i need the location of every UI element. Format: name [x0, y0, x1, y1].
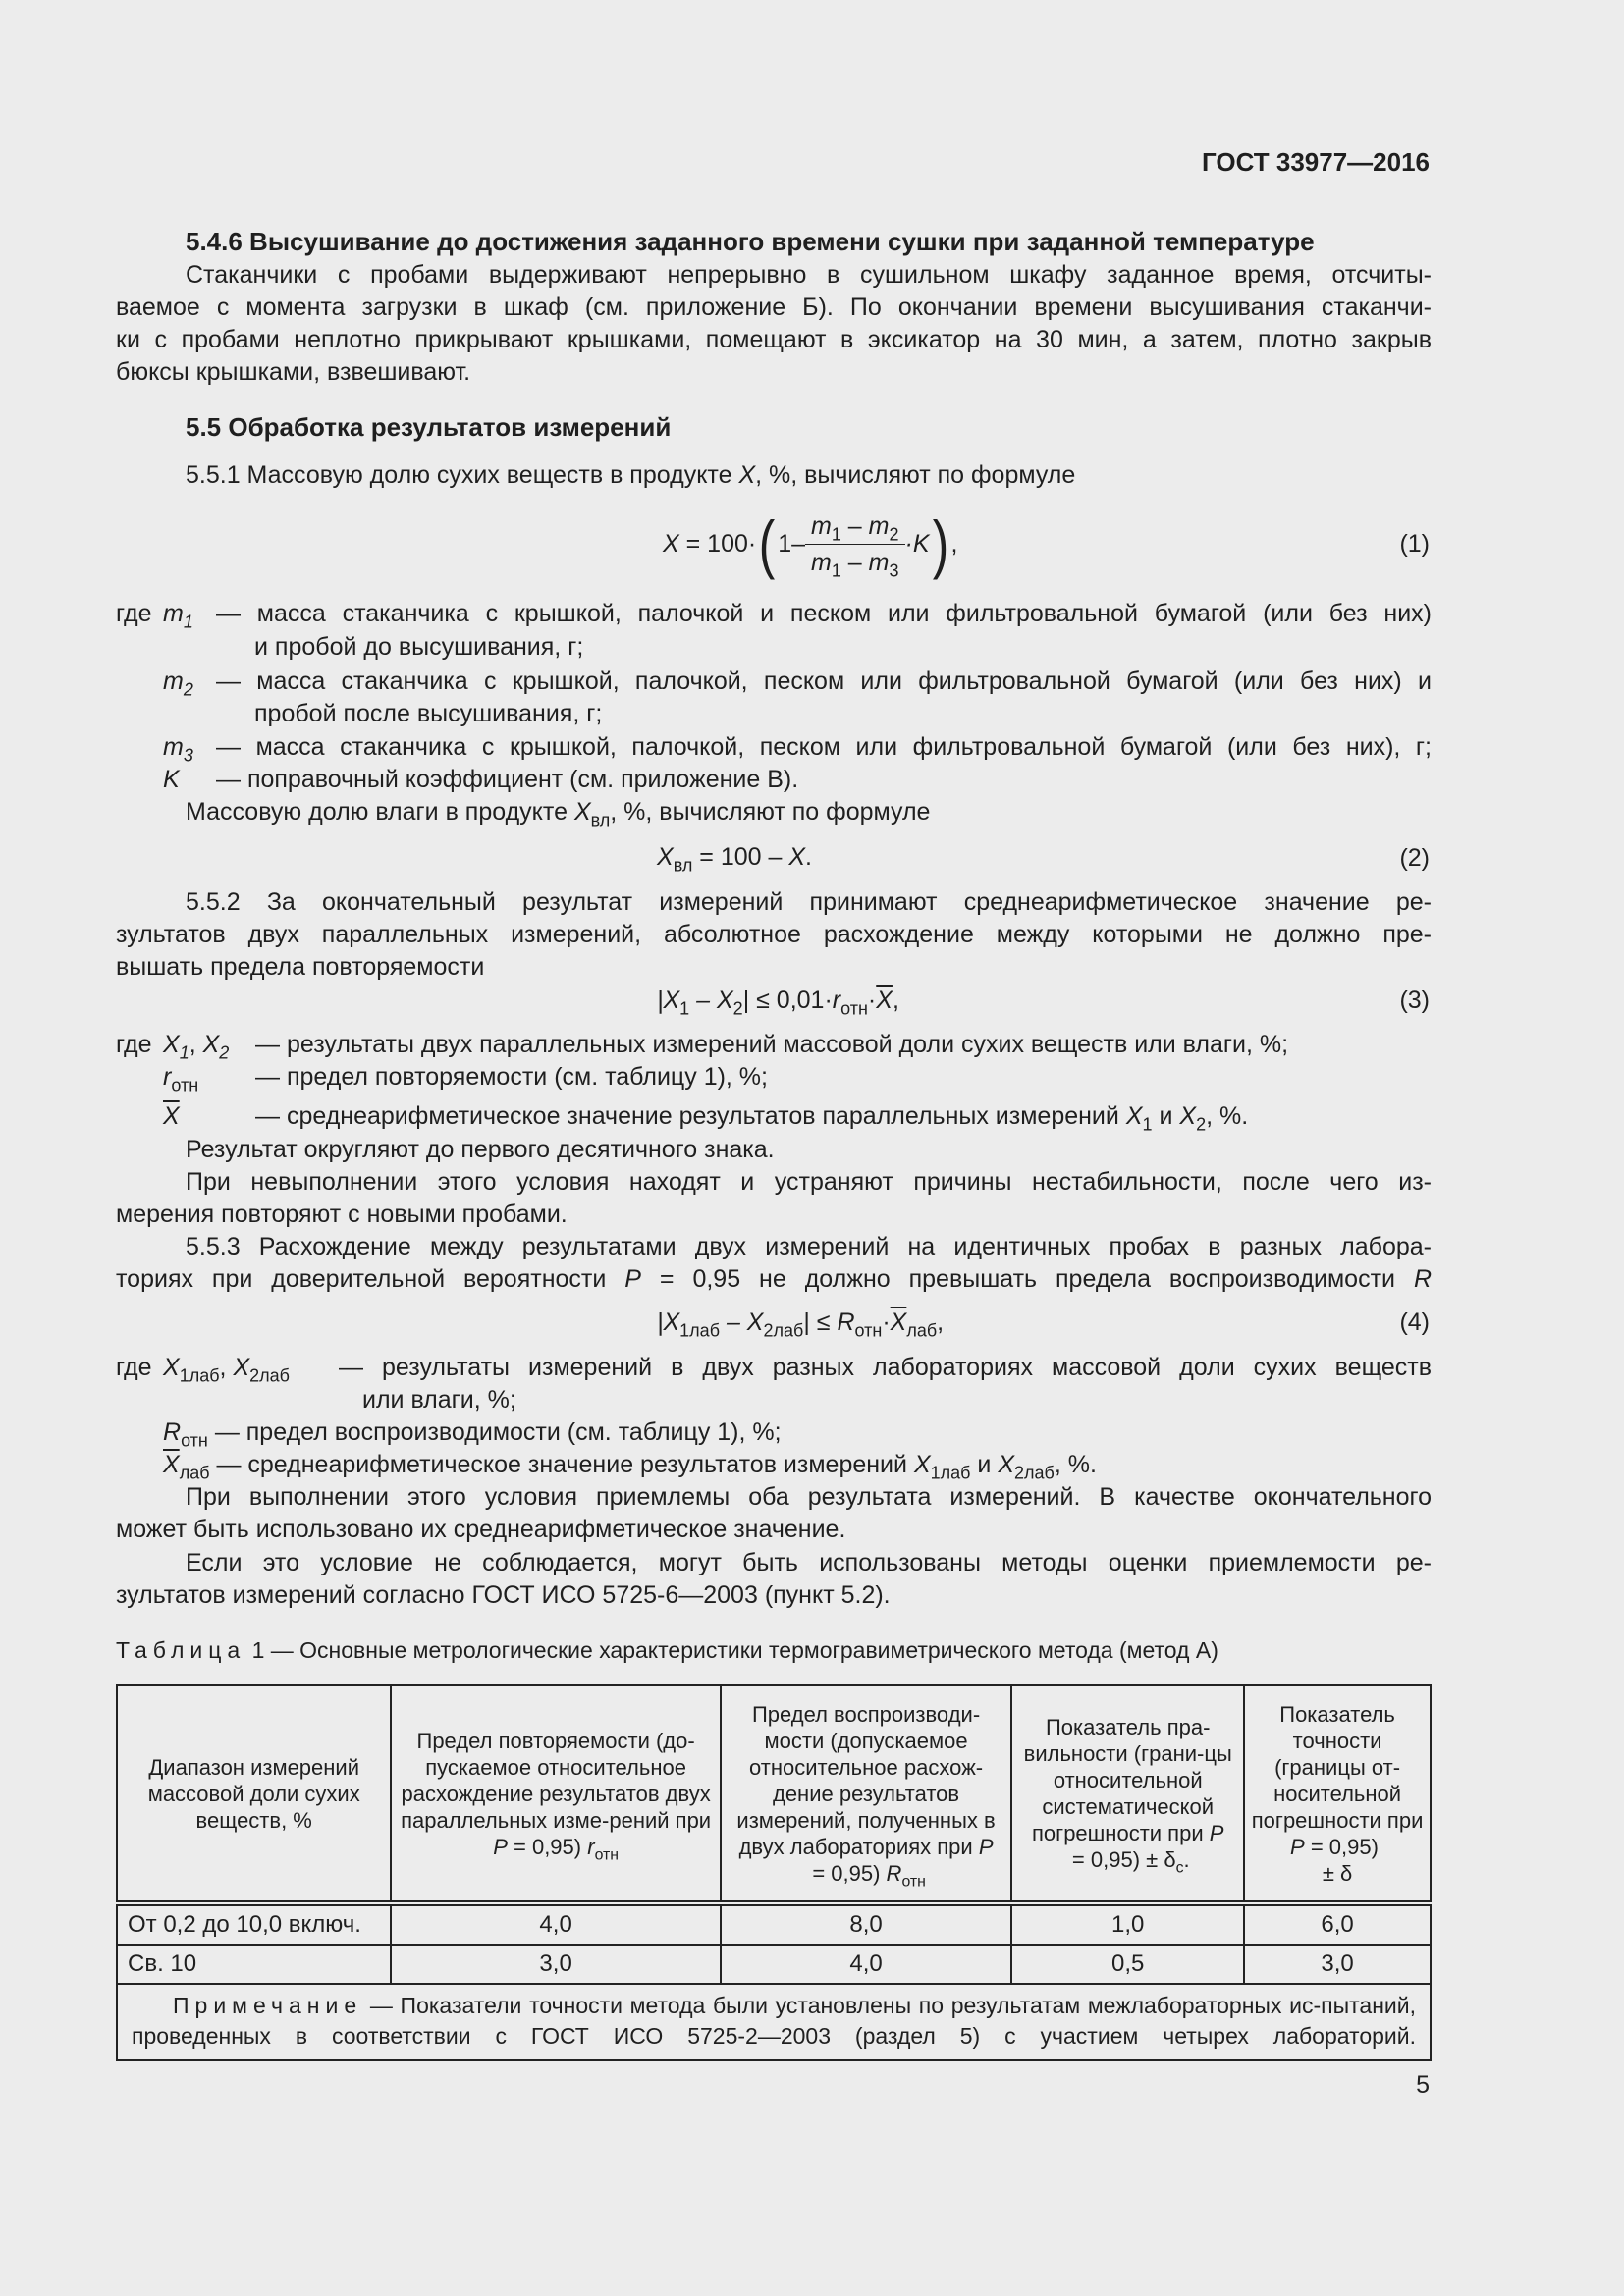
definition-x-lab-bar: $\overline{X}_{лаб}$ — среднеарифметическое значение результатов измерений $X_{1лаб}$ и $X_{2лаб}$, %.	[163, 1451, 1097, 1483]
para-line: зультатов двух параллельных измерений, абсолютное расхождение между которыми не должно пре-	[116, 921, 1432, 948]
definition-line: или влаги, %;	[362, 1386, 516, 1414]
definition-line: — результаты двух параллельных измерений массовой доли сухих веществ или влаги, %;	[255, 1031, 1289, 1058]
where-label: где	[116, 1354, 152, 1381]
symbol-m2: $m_2$	[163, 667, 193, 700]
table-header-cell: Предел воспроизводи-мости (допускаемое относительное расхож-дение результатов измерений, полученных в двух лабораториях при P = 0,95) $R_{отн}$	[721, 1685, 1012, 1903]
symbol-x1-x2: $X_1$, $X_2$	[163, 1031, 230, 1063]
para-line: может быть использовано их среднеарифметическое значение.	[116, 1516, 846, 1543]
definition-line: — среднеарифметическое значение результатов параллельных измерений $X_1$ и $X_2$, %.	[255, 1102, 1249, 1135]
para-line: ки с пробами неплотно прикрывают крышками, помещают в эксикатор на 30 мин, а затем, плотно закрыв	[116, 326, 1432, 353]
page-number: 5	[1416, 2071, 1430, 2099]
definition-line: — поправочный коэффициент (см. приложение В).	[216, 766, 799, 793]
table-cell: 8,0	[721, 1903, 1012, 1945]
para-line: вышать предела повторяемости	[116, 953, 485, 981]
symbol-x1lab-x2lab: $X_{1лаб}$, $X_{2лаб}$	[163, 1354, 290, 1386]
table-cell: 1,0	[1011, 1903, 1244, 1945]
para-line: мерения повторяют с новыми пробами.	[116, 1201, 568, 1228]
table-cell: 6,0	[1244, 1903, 1431, 1945]
para-line: 5.5.2 За окончательный результат измерений принимают среднеарифметическое значение ре-	[186, 888, 1432, 916]
table-row	[117, 1903, 1431, 1945]
section-5-5-1-intro: 5.5.1 Массовую долю сухих веществ в продукте X, %, вычисляют по формуле	[186, 461, 1076, 489]
table-note-row	[117, 1984, 1431, 2060]
table-cell: 4,0	[721, 1945, 1012, 1984]
para-line: При невыполнении этого условия находят и устраняют причины нестабильности, после чего из-	[186, 1168, 1432, 1196]
metrology-table	[116, 1684, 1432, 2061]
para-line: Если это условие не соблюдается, могут быть использованы методы оценки приемлемости ре-	[186, 1549, 1432, 1576]
document-id: ГОСТ 33977—2016	[1202, 147, 1430, 177]
table-header-cell: Показатель точности (границы от-носительной погрешности при P = 0,95) ± δ	[1244, 1685, 1431, 1903]
table-cell: 0,5	[1011, 1945, 1244, 1984]
definition-line: — масса стаканчика с крышкой, палочкой, песком или фильтровальной бумагой (или без них) и	[216, 667, 1432, 695]
formula-number: (3)	[1399, 987, 1430, 1014]
formula-number: (1)	[1399, 530, 1430, 558]
symbol-m3: $m_3$	[163, 733, 193, 766]
para-line: Стаканчики с пробами выдерживают непрерывно в сушильном шкафу заданное время, отсчиты-	[186, 261, 1432, 289]
table-note: Примечание — Показатели точности метода были установлены по результатам межлабораторных ис-пытаний, проведенных в соответствии с ГОСТ ИСО 5725-2—2003 (раздел 5) с участием четырех лабораторий.	[117, 1984, 1431, 2060]
symbol-m1: $m_1$	[163, 600, 193, 632]
para-line: ториях при доверительной вероятности P = 0,95 не должно превышать предела воспроизводимости R	[116, 1265, 1433, 1293]
table-cell: От 0,2 до 10,0 включ.	[117, 1903, 391, 1945]
definition-line: пробой после высушивания, г;	[254, 700, 603, 727]
formula-number: (4)	[1399, 1308, 1430, 1336]
formula-1: X = 100· ( 1– $\frac{m_1 - m_2}{m_1 - m_3}$ ·K ) ,	[663, 507, 958, 580]
para-line: зультатов измерений согласно ГОСТ ИСО 5725-6—2003 (пункт 5.2).	[116, 1581, 891, 1609]
definition-R-otn: $R_{отн}$ — предел воспроизводимости (см. таблицу 1), %;	[163, 1418, 782, 1451]
table-row	[117, 1945, 1431, 1984]
formula-3: $|X_1 - X_2| \le 0,01\cdot r_{отн}\cdot\overline{X}$,	[657, 987, 899, 1019]
section-5-5-title: 5.5 Обработка результатов измерений	[186, 412, 672, 442]
symbol-r-otn: $r_{отн}$	[163, 1063, 199, 1095]
definition-line: — масса стаканчика с крышкой, палочкой и песком или фильтровальной бумагой (или без них)	[216, 600, 1432, 627]
moisture-intro: Массовую долю влаги в продукте $X_{вл}$, %, вычисляют по формуле	[186, 798, 931, 830]
para-line: ваемое с момента загрузки в шкаф (см. приложение Б). По окончании времени высушивания стаканчи-	[116, 294, 1432, 321]
section-5-4-6-title: 5.4.6 Высушивание до достижения заданного времени сушки при заданной температуре	[186, 227, 1315, 256]
definition-line: — предел повторяемости (см. таблицу 1), %;	[255, 1063, 768, 1091]
where-label: где	[116, 1031, 152, 1058]
symbol-k: K	[163, 766, 180, 793]
right-paren: )	[932, 507, 948, 580]
formula-number: (2)	[1399, 844, 1430, 872]
table-header-cell: Предел повторяемости (до-пускаемое относительное расхождение результатов двух параллельных изме-рений при P = 0,95) $r_{отн}$	[391, 1685, 720, 1903]
formula-4: $|X_{1лаб} - X_{2лаб}| \le R_{отн}\cdot\overline{X}_{лаб}$,	[657, 1308, 945, 1341]
fraction: $\frac{m_1 - m_2}{m_1 - m_3}$	[805, 510, 904, 578]
symbol-x-bar: $\overline{X}$	[163, 1102, 180, 1130]
table-header-cell: Показатель пра-вильности (грани-цы относительной систематической погрешности при $P = 0,95) \pm \delta_c$.	[1011, 1685, 1244, 1903]
table-cell: 3,0	[391, 1945, 720, 1984]
table-cell: 3,0	[1244, 1945, 1431, 1984]
para-line: бюксы крышками, взвешивают.	[116, 358, 471, 386]
definition-line: и пробой до высушивания, г;	[254, 633, 584, 661]
formula-2: $X_{вл} = 100 - X$.	[657, 843, 812, 876]
table-cell: 4,0	[391, 1903, 720, 1945]
definition-line: — масса стаканчика с крышкой, палочкой, песком или фильтровальной бумагой (или без них), г;	[216, 733, 1432, 761]
definition-line: — результаты измерений в двух разных лабораториях массовой доли сухих веществ	[320, 1354, 1432, 1381]
left-paren: (	[758, 507, 776, 580]
table-header-row	[117, 1685, 1431, 1903]
para-line: 5.5.3 Расхождение между результатами двух измерений на идентичных пробах в разных лабора-	[186, 1233, 1432, 1260]
table-cell: Св. 10	[117, 1945, 391, 1984]
where-label: где	[116, 600, 152, 627]
para-line: Результат округляют до первого десятичного знака.	[186, 1136, 775, 1163]
table-header-cell: Диапазон измерений массовой доли сухих веществ, %	[117, 1685, 391, 1903]
table-caption: Таблица 1 — Основные метрологические характеристики термогравиметрического метода (метод А)	[116, 1637, 1218, 1663]
para-line: При выполнении этого условия приемлемы оба результата измерений. В качестве окончательного	[186, 1483, 1432, 1511]
